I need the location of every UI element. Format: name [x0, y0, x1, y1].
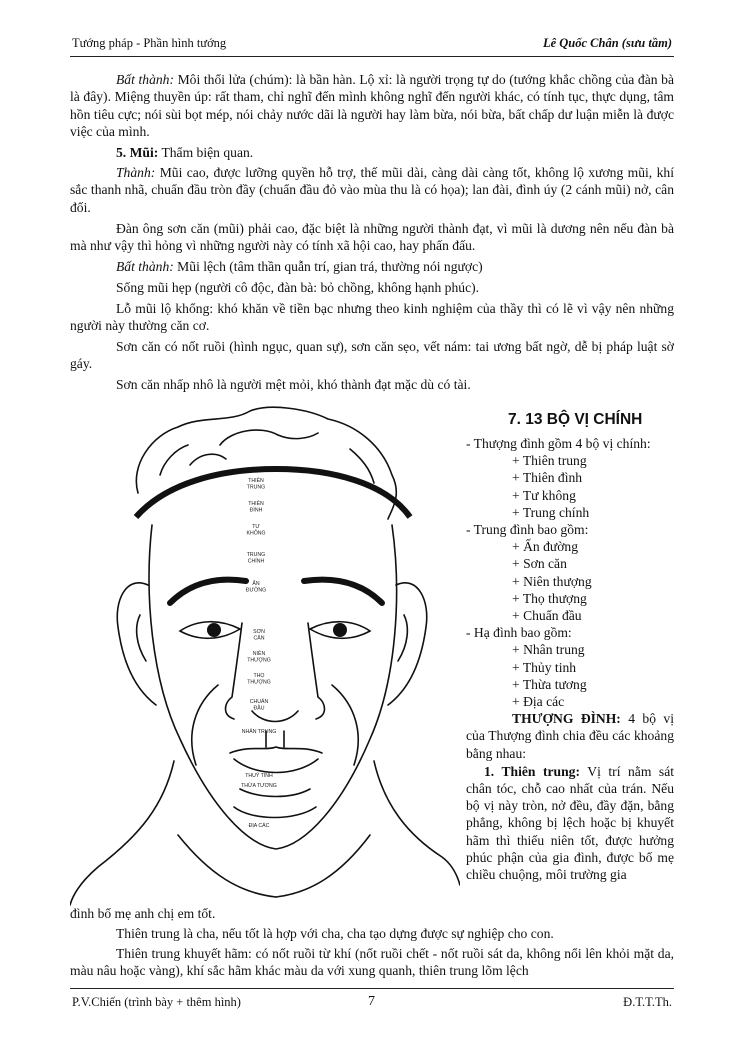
- paragraph-nose-bad: [70, 258, 674, 275]
- footer-rule: [70, 988, 674, 989]
- paragraph-narrow-nose: Sống mũi hẹp (người cô độc, đàn bà: bỏ chồng, không hạnh phúc).: [116, 280, 480, 295]
- label-chuan-dau: CHUẨN: [249, 699, 269, 705]
- mouth-curve: [240, 789, 310, 797]
- svg-text:ẤNĐƯỜNG: ẤN ĐƯỜNG: [245, 581, 267, 594]
- paragraph-mouth: [70, 71, 674, 141]
- heading-thuong-dinh: THƯỢNG ĐÌNH:: [512, 711, 621, 727]
- face-diagram: [70, 405, 460, 910]
- list-item: + Tư không: [512, 487, 576, 503]
- heading-nose: 5. Mũi:: [116, 145, 159, 160]
- list-item: + Trung chính: [512, 504, 590, 520]
- paragraph-text: 4 bộ vị của Thượng đình chia đều các khoảng bằng nhau:: [466, 711, 674, 761]
- list-item: + Thiên đình: [512, 470, 583, 486]
- paragraph-text: Mũi lệch (tâm thần quẫn trí, gian trá, thường nói ngược): [173, 259, 483, 274]
- paragraph-continuation: đình bố mẹ anh chị em tốt.: [70, 906, 216, 921]
- thuong-dinh-paragraph: [466, 710, 674, 762]
- paragraph-nostrils: Lỗ mũi lộ khổng: khó khăn về tiền bạc nhưng theo kinh nghiệm của thầy thì có lẽ vì vậy nên những người này thường căn cơ.: [70, 301, 674, 334]
- mouth-lower: [234, 759, 318, 773]
- footer-left: P.V.Chiến (trình bày + thêm hình): [72, 995, 241, 1009]
- hair-outline: [136, 407, 396, 519]
- hairline: [136, 469, 410, 517]
- ear-left-inner: [137, 615, 146, 661]
- paragraph-defect: Thiên trung khuyết hãm: có nốt ruồi từ khí (nốt ruồi chết - nốt ruồi sát da, không nổi lên khỏi mặt da, màu nâu hoặc vàng), khí sắc hãm khác màu da với xung quanh, thiên trung lõm lệch: [70, 946, 674, 979]
- header-rule: [70, 56, 674, 57]
- paragraph-text: Mũi cao, được lưỡng quyền hỗ trợ, thế mũi dài, càng dài càng tốt, không lộ xương mũi, khí sắc thanh nhã, chuẩn đầu tròn đầy (chuẩn đầu đỏ vào mùa thu là có họa); lan đài, đình úy (2 cánh mũi) nở, cân đối.: [70, 165, 674, 215]
- label-nien-thuong: NIÊN: [252, 651, 266, 657]
- chin-line: [234, 807, 316, 818]
- list-item: + Thọ thượng: [512, 590, 587, 606]
- svg-text:TƯKHÔNG: TƯ KHÔNG: [246, 524, 266, 537]
- list-item: + Địa các: [512, 694, 565, 710]
- svg-text:THỌTHƯỢNG: THỌ THƯỢNG: [247, 673, 271, 686]
- neck-left: [70, 761, 174, 905]
- page-number: 7: [368, 994, 375, 1009]
- paragraph-text: Thẩm biện quan.: [158, 145, 254, 160]
- hair-curl: [160, 445, 188, 475]
- eyebrow-right: [304, 580, 382, 603]
- svg-text:THIÊNTRUNG: THIÊN TRUNG: [246, 478, 266, 491]
- section-title: 7. 13 BỘ VỊ CHÍNH: [508, 411, 643, 428]
- label-thua-tuong: THỪA TƯƠNG: [241, 783, 277, 789]
- nasolabial-right: [332, 685, 358, 765]
- upper-intro: - Thượng đình gồm 4 bộ vị chính:: [466, 436, 651, 451]
- list-item: + Niên thượng: [512, 573, 592, 589]
- label-tho-thuong: THỌ: [253, 673, 265, 679]
- svg-text:THIÊNĐÌNH: THIÊN ĐÌNH: [248, 501, 264, 514]
- nose-left-line: [226, 623, 243, 719]
- svg-text:CHUẨNĐẦU: CHUẨN ĐẦU: [249, 699, 269, 712]
- mouth-upper: [230, 747, 322, 753]
- paragraph-men: Đàn ông sơn căn (mũi) phải cao, đặc biệt là những người thành đạt, vì mũi là dương nên nếu đàn bà mà như vậy thì hỏng vì những người này có tính xã hội cao, hay phấn đấu.: [70, 221, 674, 254]
- nose-tip: [252, 711, 298, 722]
- header-left: Tướng pháp - Phần hình tướng: [72, 36, 227, 50]
- label-trung-chinh: TRUNG: [246, 552, 266, 558]
- paragraph-text: Vị trí nằm sát chân tóc, chỗ cao nhất của trán. Nếu bộ vị này tròn, nở đều, đầy đặn, bằng phẳng, không bị lệch hoặc bị khuyết hãm thì thiếu niên tốt, được hưởng phúc phận của gia đình, được bố mẹ chiều chuộng, môi trường gia: [466, 763, 675, 883]
- list-item: + Nhân trung: [512, 642, 585, 658]
- label-dia-cac: ĐỊA CÁC: [248, 823, 270, 829]
- list-item: + Sơn căn: [512, 556, 567, 572]
- eyebrow-left: [170, 580, 246, 603]
- face-outline: [149, 525, 397, 849]
- svg-text:SƠNCĂN: SƠN CĂN: [253, 629, 265, 642]
- label-thien-dinh: THIÊN: [248, 501, 264, 507]
- list-item: + Thừa tương: [512, 676, 587, 692]
- list-item: + Thủy tinh: [512, 659, 577, 675]
- label-son-can: SƠN: [253, 629, 265, 635]
- heading-thien-trung: 1. Thiên trung:: [484, 763, 580, 779]
- label-thien-trung: THIÊN: [248, 478, 264, 484]
- paragraph-mole: Sơn căn có nốt ruồi (hình ngục, quan sự), sơn căn sẹo, vết nám: tai ương bất ngờ, dễ bị pháp luật sờ gáy.: [70, 339, 674, 372]
- section-list: [466, 435, 674, 883]
- list-item: + Chuẩn đầu: [512, 608, 582, 624]
- label-nhan-trung: NHÂN TRUNG: [241, 729, 277, 735]
- svg-text:TRUNGCHÍNH: TRUNG CHÍNH: [246, 552, 266, 565]
- thien-trung-paragraph: [466, 763, 674, 883]
- paragraph-text: Môi thổi lửa (chúm): là bần hàn. Lộ xỉ: là người trọng tự do (tướng khắc chồng của đàn bà là đây). Miệng thuyền úp: rất tham, chỉ nghĩ đến mình không nghĩ đến người khác, có tính tục, thực dụng, tâm hồn tiêu cực; nói sùi bọt mép, nói chảy nước dãi là người hay làm bừa, nói bừa, bất chấp dư luận miễn là được việc của mình.: [70, 72, 674, 140]
- paragraph-nose-heading: [70, 144, 674, 161]
- pupil-left: [207, 623, 221, 637]
- footer-right: Đ.T.T.Th.: [623, 995, 672, 1009]
- lead-bat-thanh: Bất thành:: [116, 259, 174, 274]
- nasolabial-left: [192, 685, 218, 765]
- hair-curl: [220, 430, 318, 445]
- svg-text:NIÊNTHƯỢNG: NIÊN THƯỢNG: [247, 651, 271, 664]
- paragraph-nose-good: [70, 164, 674, 216]
- pupil-right: [333, 623, 347, 637]
- paragraph-uneven: Sơn căn nhấp nhô là người mệt mỏi, khó thành đạt mặc dù có tài.: [116, 377, 471, 392]
- ear-right-inner: [398, 615, 407, 661]
- paragraph-father: Thiên trung là cha, nếu tốt là hợp với cha, cha tạo dựng được sự nghiệp cho con.: [116, 926, 554, 941]
- label-an-duong: ẤN: [252, 581, 260, 587]
- list-item: + Thiên trung: [512, 453, 587, 469]
- neck-right: [374, 761, 460, 885]
- label-thuy-tinh: THUỶ TINH: [245, 773, 273, 779]
- list-item: + Ấn đường: [512, 539, 579, 555]
- nose-right-line: [308, 623, 325, 719]
- header-right: Lê Quốc Chân (sưu tầm): [542, 36, 672, 50]
- hair-curl: [190, 454, 226, 465]
- label-tu-khong: TƯ: [252, 524, 260, 530]
- middle-intro: - Trung đình bao gồm:: [466, 522, 589, 538]
- lower-intro: - Hạ đình bao gồm:: [466, 625, 572, 641]
- lead-thanh: Thành:: [116, 165, 156, 180]
- lead-bat-thanh: Bất thành:: [116, 72, 174, 87]
